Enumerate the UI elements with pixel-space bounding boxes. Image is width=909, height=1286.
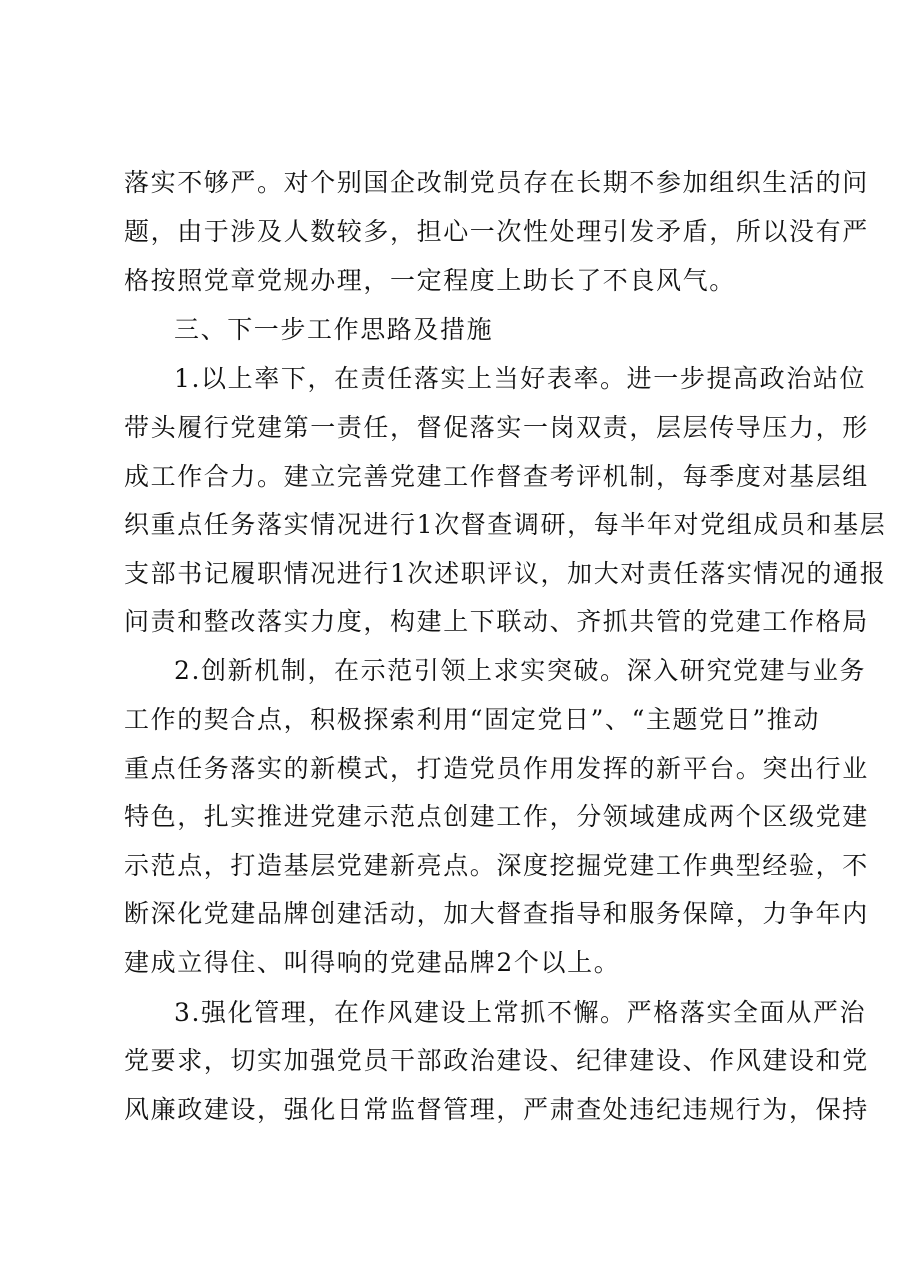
text-line: 成工作合力。建立完善党建工作督查考评机制，每季度对基层组: [124, 462, 869, 491]
text-line: 织重点任务落实情况进行1次督查调研，每半年对党组成员和基层: [124, 510, 887, 539]
text-line: 风廉政建设，强化日常监督管理，严肃查处违纪违规行为，保持: [124, 1095, 869, 1124]
text-line: 问责和整改落实力度，构建上下联动、齐抓共管的党建工作格局: [124, 607, 869, 636]
text-line: 支部书记履职情况进行1次述职评议，加大对责任落实情况的通报: [124, 559, 887, 588]
section-heading: 三、下一步工作思路及措施: [174, 315, 494, 344]
item-heading-line: 1.以上率下，在责任落实上当好表率。进一步提高政治站位: [174, 364, 867, 393]
text-line: 断深化党建品牌创建活动，加大督查指导和服务保障，力争年内: [124, 899, 869, 928]
text-line: 党要求，切实加强党员干部政治建设、纪律建设、作风建设和党: [124, 1046, 869, 1075]
text-line: 特色，扎实推进党建示范点创建工作，分领域建成两个区级党建: [124, 802, 869, 831]
item-heading-line: 3.强化管理，在作风建设上常抓不懈。严格落实全面从严治: [174, 998, 867, 1027]
text-line: 格按照党章党规办理，一定程度上助长了不良风气。: [124, 266, 736, 295]
text-line: 建成立得住、叫得响的党建品牌2个以上。: [124, 948, 621, 977]
text-line: 落实不够严。对个别国企改制党员存在长期不参加组织生活的问: [124, 168, 869, 197]
text-line: 示范点，打造基层党建新亮点。深度挖掘党建工作典型经验，不: [124, 851, 869, 880]
text-line: 题，由于涉及人数较多，担心一次性处理引发矛盾，所以没有严: [124, 217, 869, 246]
text-line: 工作的契合点，积极探索利用“固定党日”、“主题党日”推动: [124, 705, 820, 734]
text-line: 带头履行党建第一责任，督促落实一岗双责，层层传导压力，形: [124, 413, 869, 442]
item-heading-line: 2.创新机制，在示范引领上求实突破。深入研究党建与业务: [174, 656, 867, 685]
text-line: 重点任务落实的新模式，打造党员作用发挥的新平台。突出行业: [124, 754, 869, 783]
